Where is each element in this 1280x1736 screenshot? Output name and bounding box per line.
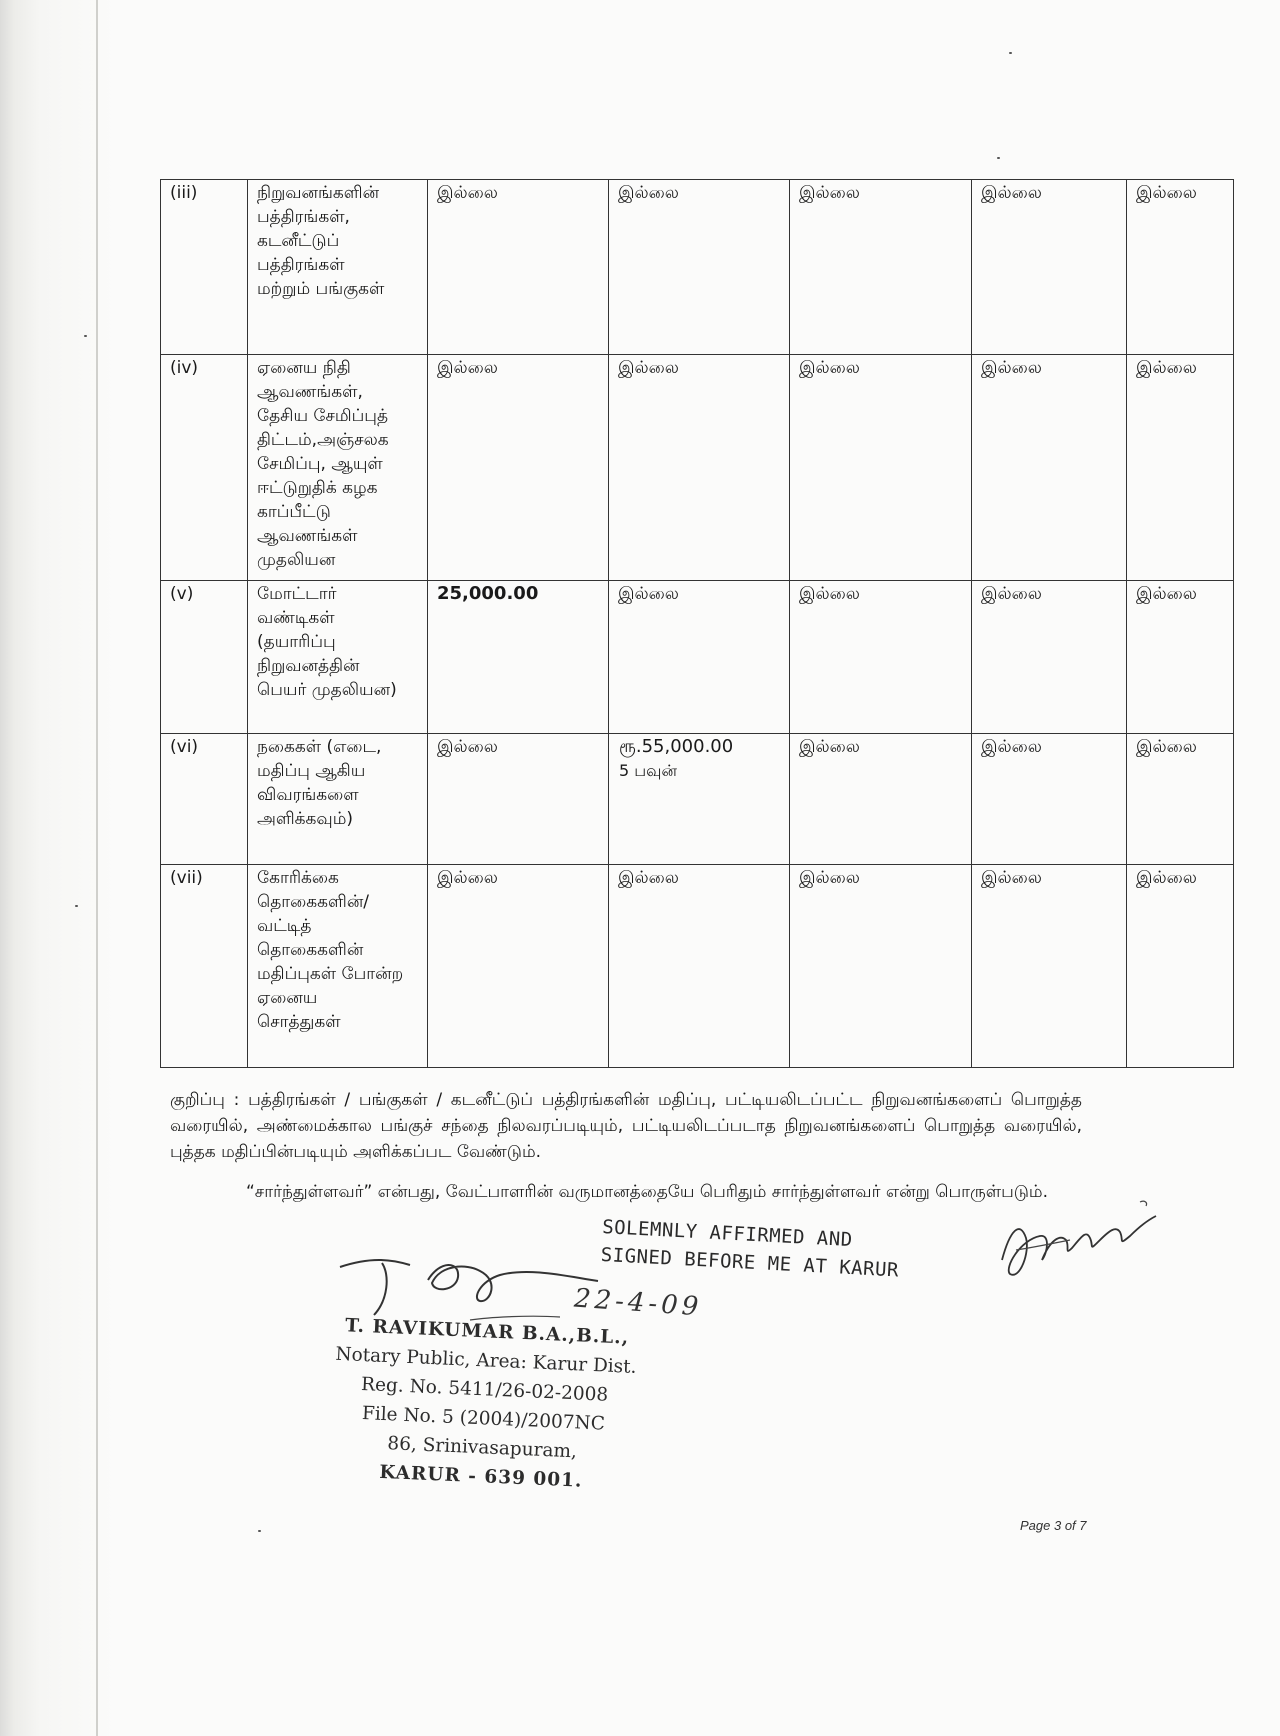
description-line: ஆவணங்கள், [257,382,363,402]
value-cell-5: இல்லை [1127,180,1234,355]
table-row-vi [161,734,1234,865]
value-cell-3: இல்லை [790,355,972,581]
row-number: (vi) [161,734,248,865]
description-line: சொத்துகள் [257,1012,341,1032]
scan-speck [75,905,78,907]
description-line: மோட்டார் [257,584,337,604]
value-cell-4: இல்லை [972,355,1127,581]
value-cell-4: இல்லை [972,180,1127,355]
value-cell-5: இல்லை [1127,581,1234,734]
stamp-line: SIGNED BEFORE ME AT KARUR [600,1243,900,1282]
stamp-line: 86, Srinivasapuram, [386,1433,578,1463]
description-line: தேசிய சேமிப்புத் [257,406,389,426]
row-description [248,180,428,355]
scan-speck [997,157,1000,159]
jewel-weight: 5 பவுன் [619,761,677,780]
description-line: ஏனைய நிதி [257,358,351,378]
table-row-v [161,581,1234,734]
scan-speck [258,1530,261,1532]
value-cell-1: இல்லை [428,734,609,865]
value-cell-3: இல்லை [790,180,972,355]
row-description [248,865,428,1068]
value-cell-3: இல்லை [790,865,972,1068]
row-description [248,355,428,581]
description-line: நிறுவனத்தின் [257,656,360,676]
value-cell-1: இல்லை [428,180,609,355]
scan-speck [84,335,87,337]
description-line: சேமிப்பு, ஆயுள் [257,454,383,474]
value-cell-3: இல்லை [790,581,972,734]
stamp-line: File No. 5 (2004)/2007NC [361,1403,606,1435]
value-cell-2: இல்லை [609,180,790,355]
description-line: கடனீட்டுப் [257,231,340,251]
row-number: (vii) [161,865,248,1068]
description-line: தொகைகளின்/ [257,892,370,912]
handwritten-date: 22-4-09 [573,1283,704,1323]
table-row-vii [161,865,1234,1068]
row-number: (v) [161,581,248,734]
description-line: நகைகள் (எடை, [257,737,382,757]
stamp-line: Notary Public, Area: Karur Dist. [334,1343,637,1378]
description-line: தொகைகளின் [257,940,364,960]
row-description [248,581,428,734]
value-cell-1: இல்லை [428,865,609,1068]
description-line: காப்பீட்டு [257,502,331,522]
table-row-iii [161,180,1234,355]
value-cell-2: இல்லை [609,581,790,734]
value-cell-5: இல்லை [1127,865,1234,1068]
row-description [248,734,428,865]
value-cell-1: 25,000.00 [428,581,609,734]
value-cell-5: இல்லை [1127,355,1234,581]
dependent-definition: “சார்ந்துள்ளவர்” என்பது, வேட்பாளரின் வருமானத்தையே பெரிதும் சார்ந்துள்ளவர் என்று பொருள்படும். [246,1182,1048,1202]
stamp-line: Reg. No. 5411/26-02-2008 [360,1373,609,1406]
description-line: அளிக்கவும்) [257,809,354,829]
description-line: வட்டித் [257,916,312,936]
value-cell-3: இல்லை [790,734,972,865]
candidate-signature [990,1190,1170,1300]
value-cell-2 [609,734,790,865]
scan-speck [1009,52,1012,54]
row-number: (iv) [161,355,248,581]
description-line: ஈட்டுறுதிக் கழக [257,478,378,498]
description-line: நிறுவனங்களின் [257,183,380,203]
value-cell-2: இல்லை [609,355,790,581]
description-line: கோரிக்கை [257,868,339,888]
stamp-line: KARUR - 639 001. [378,1461,583,1492]
scan-binding-line [96,0,98,1736]
description-line: (தயாரிப்பு [257,632,336,652]
jewel-value: ரூ.55,000.00 [619,736,734,757]
description-line: மதிப்பு ஆகிய [257,761,366,781]
table-row-iv [161,355,1234,581]
stamp-line: SOLEMNLY AFFIRMED AND [601,1215,854,1252]
description-line: பெயர் முதலியன) [257,680,397,700]
description-line: மதிப்புகள் போன்ற [257,964,404,984]
description-line: விவரங்களை [257,785,359,805]
value-cell-4: இல்லை [972,581,1127,734]
page-number: Page 3 of 7 [1020,1518,1087,1533]
description-line: முதலியன [257,550,336,570]
description-line: திட்டம்,அஞ்சலக [257,430,389,450]
stamp-line: T. RAVIKUMAR B.A.,B.L., [344,1315,630,1349]
description-line: வண்டிகள் [257,608,335,628]
value-cell-2: இல்லை [609,865,790,1068]
description-line: மற்றும் பங்குகள் [257,279,385,299]
notary-stamp [310,1310,657,1499]
value-cell-4: இல்லை [972,865,1127,1068]
description-line: பத்திரங்கள், [257,207,350,227]
description-line: ஆவணங்கள் [257,526,358,546]
row-number: (iii) [161,180,248,355]
value-cell-5: இல்லை [1127,734,1234,865]
table-footnote: குறிப்பு : பத்திரங்கள் / பங்குகள் / கடனீட்டுப் பத்திரங்களின் மதிப்பு, பட்டியலிடப்பட்ட நிறுவனங்களைப் பொறுத்த வரையில், அண்மைக்கால பங்குச் சந்தை நிலவரப்படியும், பட்டியலிடப்படாத நிறுவனங்களைப் பொறுத்த வரையில், புத்தக மதிப்பின்படியும் அளிக்கப்பட வேண்டும். [170,1090,1082,1162]
value-cell-4: இல்லை [972,734,1127,865]
description-line: பத்திரங்கள் [257,255,345,275]
assets-table [160,179,1234,1068]
description-line: ஏனைய [257,988,318,1008]
value-cell-1: இல்லை [428,355,609,581]
